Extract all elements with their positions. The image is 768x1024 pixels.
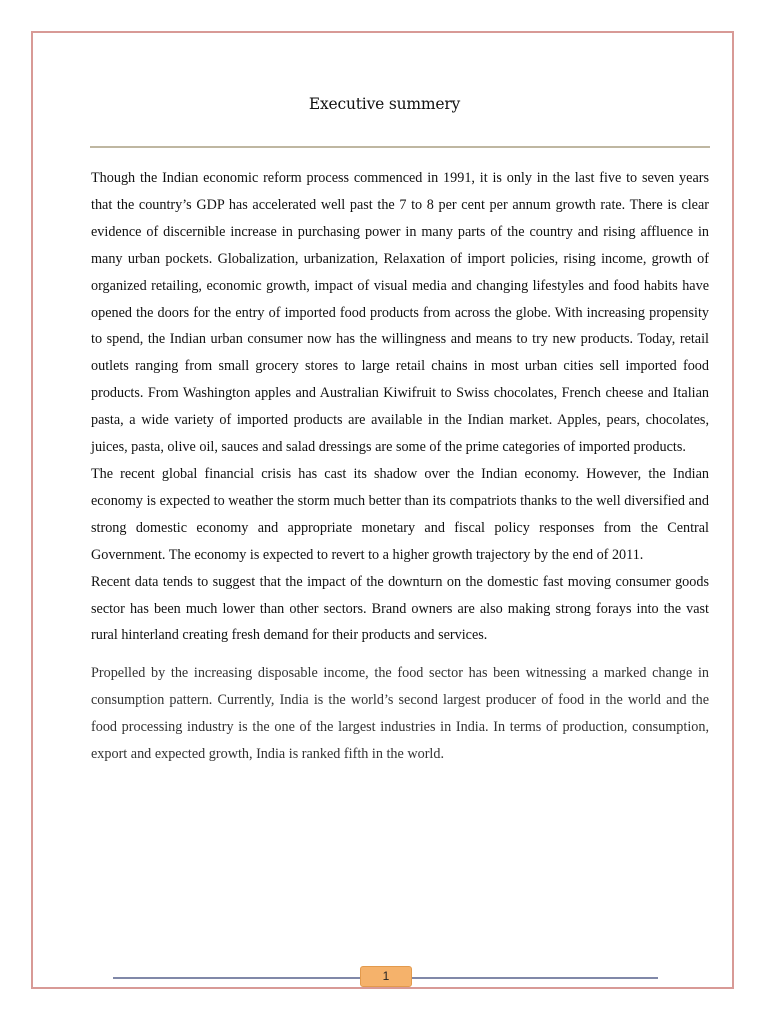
paragraph-4: Propelled by the increasing disposable income, the food sector has been witnessing a marked change in consumption pattern. Currently, India is the world’s second largest producer of food in the world and the food processing industry is the one of the largest industries in India. In terms of production, consumption, export and expected growth, India is ranked fifth in the world. <box>91 665 709 763</box>
page-footer <box>33 965 736 989</box>
page-title: Executive summery <box>308 95 461 113</box>
page-number: 1 <box>360 966 412 987</box>
document-page <box>31 31 734 989</box>
footer-line-left <box>113 977 360 979</box>
document-body <box>91 165 709 768</box>
footer-line-right <box>412 977 658 979</box>
paragraph-1: Though the Indian economic reform process commenced in 1991, it is only in the last five to seven years that the country’s GDP has accelerated well past the 7 to 8 per cent per annum growth rate. There is clear evidence of discernible increase in purchasing power in many parts of the country and rising affluence in many urban pockets. Globalization, urbanization, Relaxation of import policies, rising income, growth of organized retailing, economic growth, impact of visual media and changing lifestyles and food habits have opened the doors for the entry of imported food products from across the globe. With increasing propensity to spend, the Indian urban consumer now has the willingness and means to try new products. Today, retail outlets ranging from small grocery stores to large retail chains in most urban cities sell imported food products. From Washington apples and Australian Kiwifruit to Swiss chocolates, French cheese and Italian pasta, a wide variety of imported products are available in the Indian market. Apples, pears, chocolates, juices, pasta, olive oil, sauces and salad dressings are some of the prime categories of imported products. <box>91 170 709 456</box>
title-divider <box>90 146 710 148</box>
paragraph-2: The recent global financial crisis has cast its shadow over the Indian economy. However, the Indian economy is expected to weather the storm much better than its compatriots thanks to the well diversified and strong domestic economy and appropriate monetary and fiscal policy responses from the Central Government. The economy is expected to revert to a higher growth trajectory by the end of 2011. <box>91 465 709 563</box>
paragraph-3: Recent data tends to suggest that the impact of the downturn on the domestic fast moving consumer goods sector has been much lower than other sectors. Brand owners are also making strong forays into the vast rural hinterland creating fresh demand for their products and services. <box>91 573 709 644</box>
